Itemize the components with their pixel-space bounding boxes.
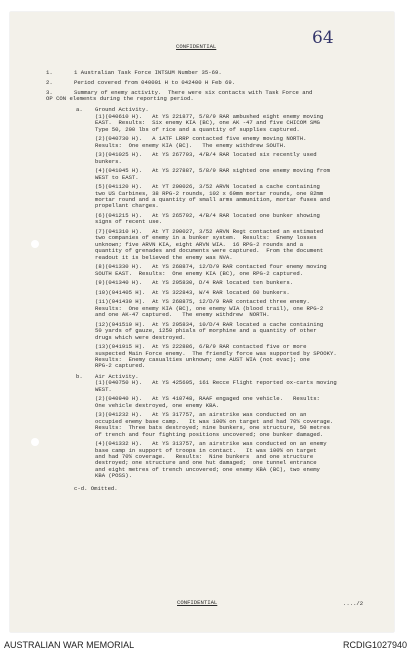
activity-entry-line: (3)(041232 H). At YS 317757, an airstrike was conducted on an	[95, 411, 307, 419]
activity-entry-line: two companies of enemy in a bunker system. Results: Enemy losses	[95, 234, 317, 242]
activity-entry-line: (1)(040750 H). At YS 425695, 161 Recce Flight reported ox-carts moving	[95, 379, 337, 387]
activity-entry-line: drugs which were destroyed.	[95, 333, 186, 341]
activity-entry-line: (8)(041330 H). At YS 268874, 12/D/9 RAR contacted four enemy moving	[95, 263, 327, 271]
activity-entry-line: (6)(041215 H). At YS 265792, 4/B/4 RAR located one bunker showing	[95, 212, 320, 219]
activity-entry-line: WEST to EAST.	[95, 173, 139, 181]
activity-entry-line: (4)(041332 H). At YS 313757, an airstrike was conducted on an enemy	[95, 440, 327, 448]
subsection-heading: Air Activity.	[95, 373, 139, 380]
activity-entry-line: readout it is believed the enemy was NVA.	[95, 253, 233, 261]
activity-entry-line: destroyed; one structure and one hut damaged; one tunnel entrance	[95, 459, 317, 467]
activity-entry-line: (11)(041430 H). At YS 268875, 12/D/9 RAR contacted three enemy.	[95, 298, 310, 306]
activity-entry-line: RPG-2 captured.	[95, 362, 146, 370]
activity-entry-line: SOUTH EAST. Results: One enemy KIA (BC), one RPG-2 captured.	[95, 269, 304, 277]
paragraph-number: 2.	[46, 79, 53, 86]
activity-entry-line: suspected Main Force enemy. The friendly force was supported by SPOOKY.	[95, 349, 337, 357]
archive-name: AUSTRALIAN WAR MEMORIAL	[4, 640, 135, 650]
activity-entry-line: (9)(041340 H). At YS 295830, D/4 RAR located ten bunkers.	[95, 279, 294, 287]
activity-entry-line: Results: Enemy casualties unknown; one AUST WIA (not evac); one	[95, 356, 310, 363]
archive-reference: RCDIG1027940	[342, 640, 407, 650]
activity-entry-line: Results: One enemy KIA (BC). The enemy withdrew SOUTH.	[95, 141, 287, 149]
activity-entry-line: KBA (POSS).	[95, 472, 132, 480]
paragraph-number: 3.	[46, 89, 53, 96]
activity-entry-line: (2)(040730 H). A 1ATF LRRP contacted five enemy moving NORTH.	[95, 135, 307, 143]
continuation-marker: ..../2	[343, 600, 364, 607]
activity-entry-line: (1)(040610 H). At YS 221877, 5/8/9 RAR ambushed eight enemy moving	[95, 112, 324, 120]
activity-entry-line: and eight metres of trench uncovered; one enemy KBA (BC), two enemy	[95, 465, 320, 473]
paragraph-text: OP CON elements during the reporting period.	[46, 95, 194, 103]
activity-entry-line: (10)(041405 H). At YS 322843, W/4 RAR located 60 bunkers.	[95, 288, 290, 296]
classification-header: CONFIDENTIAL	[176, 43, 217, 50]
punch-hole	[31, 240, 39, 248]
activity-entry-line: (4)(041045 H). At YS 227887, 5/8/9 RAR sighted one enemy moving from	[95, 167, 330, 175]
activity-entry-line: and had 70% coverage. Results: Nine bunkers and one structure	[95, 453, 314, 460]
activity-entry-line: of trench and four fighting positions uncovered; one bunker damaged.	[95, 430, 324, 438]
classification-footer: CONFIDENTIAL	[177, 599, 218, 606]
activity-entry-line: base camp in support of troops in contact. It was 100% on target	[95, 446, 317, 454]
activity-entry-line: (13)(041915 H). At YS 222886, 6/B/9 RAR contacted five or more	[95, 343, 307, 351]
activity-entry-line: Results: One enemy KIA (BC), one enemy WIA (blood trail), one RPG-2	[95, 304, 324, 312]
activity-entry-line: Results: Three bats destroyed; nine bunkers, one structure, 50 metres	[95, 424, 330, 432]
activity-entry-line: unknown; five ARVN KIA, eight ARVN WIA. 16 RPG-2 rounds and a	[95, 240, 304, 248]
handwritten-page-number: 64	[312, 28, 334, 48]
paragraph-text: 1 Australian Task Force INTSUM Number 35-69.	[74, 69, 222, 76]
activity-entry-line: Type 50, 200 lbs of rice and a quantity of supplies captured.	[95, 125, 300, 133]
activity-entry-line: occupied enemy base camp. It was 100% on target and had 70% coverage.	[95, 417, 334, 425]
activity-entry-line: (7)(041310 H). At YT 290027, 3/52 ARVN Regt contacted an estimated	[95, 228, 324, 235]
subsection-heading: Ground Activity.	[95, 106, 149, 114]
activity-entry-line: (3)(041025 H). At YS 267793, 4/B/4 RAR located six recently used	[95, 151, 317, 159]
activity-entry-line: One vehicle destroyed, one enemy KBA.	[95, 401, 220, 409]
archive-footer	[0, 634, 413, 654]
activity-entry-line: (12)(041510 H). At YS 295834, 10/D/4 RAR located a cache containing	[95, 320, 324, 328]
activity-entry-line: WEST.	[95, 385, 112, 393]
activity-entry-line: signs of recent use.	[95, 218, 163, 226]
activity-entry-line: (5)(041120 H). At YT 290026, 3/52 ARVN located a cache containing	[95, 183, 320, 191]
activity-entry-line: propellant charges.	[95, 202, 159, 210]
activity-entry-line: (2)(040940 H). At YS 410748, RAAF engaged one vehicle. Results:	[95, 395, 320, 403]
punch-hole	[31, 438, 39, 446]
activity-entry-line: mortar round and a quantity of small arms ammunition, mortar fuses and	[95, 196, 330, 203]
omitted-note: c-d. Omitted.	[74, 484, 118, 492]
subsection-letter: b.	[76, 373, 83, 380]
subsection-letter: a.	[76, 106, 83, 114]
paragraph-text: Period covered from 040001 H to 042400 H Feb 69.	[74, 79, 236, 86]
paragraph-text: Summary of enemy activity. There were six contacts with Task Force and	[74, 89, 313, 96]
paragraph-number: 1.	[46, 69, 53, 76]
activity-entry-line: 50 yards of gauze, 1250 phials of morphine and a quantity of other	[95, 327, 317, 335]
activity-entry-line: two US Carbines, 38 RPG-2 rounds, 102 x 60mm mortar rounds, one 82mm	[95, 189, 324, 197]
activity-entry-line: bunkers.	[95, 157, 122, 165]
activity-entry-line: EAST. Results: Six enemy KIA (BC), one AK -47 and five CHICOM SMG	[95, 119, 320, 127]
activity-entry-line: and one AK-47 captured. The enemy withdrew NORTH.	[95, 311, 270, 319]
activity-entry-line: quantity of grenades and documents were captured. From the document	[95, 247, 324, 255]
